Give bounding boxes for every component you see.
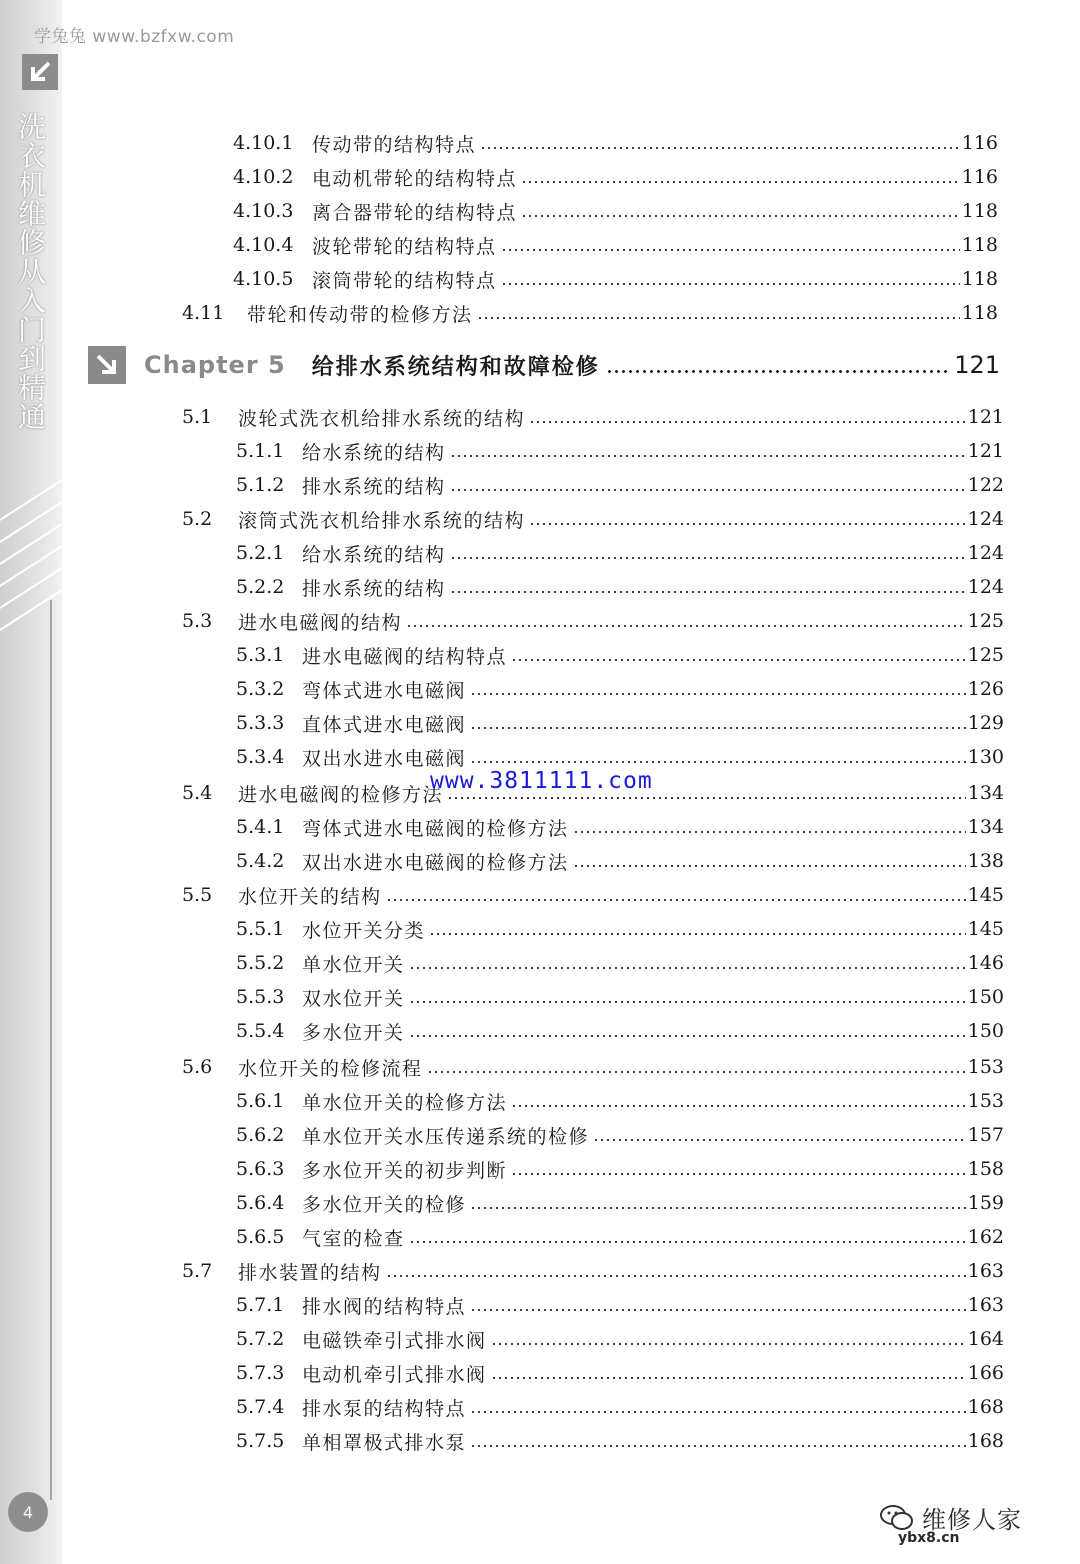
- toc-page: 121: [967, 440, 1004, 462]
- toc-number: 5.5.2: [236, 952, 285, 974]
- page-number: 4: [8, 1492, 48, 1532]
- toc-entry[interactable]: [236, 1120, 1004, 1150]
- toc-page: 118: [961, 234, 998, 256]
- watermark-site: ybx8.cn: [898, 1530, 960, 1546]
- dot-leader: [470, 1207, 966, 1209]
- toc-title: 单相罩极式排水泵: [302, 1431, 467, 1454]
- toc-page: 118: [961, 200, 998, 222]
- toc-number: 4.10.1: [233, 132, 294, 154]
- toc-page: 126: [967, 678, 1004, 700]
- toc-number: 5.7.3: [236, 1362, 285, 1384]
- dot-leader: [386, 899, 966, 901]
- toc-title: 排水系统的结构: [302, 475, 446, 498]
- toc-entry[interactable]: [233, 162, 998, 192]
- toc-title: 给水系统的结构: [302, 441, 446, 464]
- toc-page: 124: [967, 542, 1004, 564]
- toc-title: 传动带的结构特点: [312, 133, 477, 156]
- wechat-icon: [880, 1504, 914, 1532]
- toc-number: 5.3.2: [236, 678, 285, 700]
- dot-leader: [470, 761, 966, 763]
- toc-title: 直体式进水电磁阀: [302, 713, 467, 736]
- toc-title: 多水位开关的检修: [302, 1193, 467, 1216]
- toc-entry[interactable]: [236, 1324, 1004, 1354]
- toc-entry[interactable]: [182, 880, 1004, 910]
- toc-page: 168: [967, 1430, 1004, 1452]
- toc-entry[interactable]: [236, 812, 1004, 842]
- toc-title: 多水位开关的初步判断: [302, 1159, 508, 1182]
- dot-leader: [450, 557, 966, 559]
- toc-entry[interactable]: [182, 606, 1004, 636]
- toc-page: 124: [967, 508, 1004, 530]
- toc-number: 4.10.3: [233, 200, 294, 222]
- toc-entry[interactable]: [236, 1392, 1004, 1422]
- dot-leader: [450, 591, 966, 593]
- dot-leader: [501, 249, 960, 251]
- toc-title: 单水位开关水压传递系统的检修: [302, 1125, 590, 1148]
- toc-title: 电动机牵引式排水阀: [302, 1363, 487, 1386]
- dot-leader: [470, 1309, 966, 1311]
- toc-number: 4.10.2: [233, 166, 294, 188]
- toc-entry[interactable]: [236, 572, 1004, 602]
- chapter-heading[interactable]: [88, 342, 1000, 388]
- toc-title: 进水电磁阀的结构: [238, 611, 403, 634]
- toc-number: 5.7.4: [236, 1396, 285, 1418]
- toc-number: 5.2: [182, 508, 213, 530]
- dot-leader: [529, 523, 966, 525]
- toc-page: 134: [967, 782, 1004, 804]
- toc-title: 电动机带轮的结构特点: [312, 167, 518, 190]
- dot-leader: [511, 1105, 966, 1107]
- toc-title: 排水系统的结构: [302, 577, 446, 600]
- toc-title: 进水电磁阀的检修方法: [238, 783, 444, 806]
- toc-page: 118: [961, 302, 998, 324]
- toc-number: 5.5.4: [236, 1020, 285, 1042]
- toc-entry[interactable]: [236, 846, 1004, 876]
- sidebar-rule: [50, 600, 52, 1500]
- toc-title: 多水位开关: [302, 1021, 405, 1044]
- toc-title: 弯体式进水电磁阀: [302, 679, 467, 702]
- toc-entry[interactable]: [236, 708, 1004, 738]
- toc-number: 5.7.2: [236, 1328, 285, 1350]
- dot-leader: [450, 489, 966, 491]
- toc-number: 5.5.1: [236, 918, 285, 940]
- dot-leader: [447, 797, 966, 799]
- toc-title: 排水阀的结构特点: [302, 1295, 467, 1318]
- dot-leader: [386, 1275, 966, 1277]
- toc-page: 121: [967, 406, 1004, 428]
- toc-title: 滚筒带轮的结构特点: [312, 269, 497, 292]
- dot-leader: [409, 1035, 966, 1037]
- chapter-page: 121: [954, 351, 1000, 379]
- toc-number: 5.6.1: [236, 1090, 285, 1112]
- chapter-label: Chapter 5: [144, 351, 286, 379]
- toc-entry[interactable]: [182, 1256, 1004, 1286]
- dot-leader: [511, 1173, 966, 1175]
- toc-number: 5.5.3: [236, 986, 285, 1008]
- toc-entry[interactable]: [233, 196, 998, 226]
- toc-page: 164: [967, 1328, 1004, 1350]
- toc-page: 118: [961, 268, 998, 290]
- toc-page: 122: [967, 474, 1004, 496]
- toc-entry[interactable]: [182, 298, 998, 328]
- toc-number: 5.3.4: [236, 746, 285, 768]
- dot-leader: [573, 865, 966, 867]
- toc-number: 5.7.5: [236, 1430, 285, 1452]
- toc-page: 159: [967, 1192, 1004, 1214]
- dot-leader: [480, 147, 960, 149]
- sidebar: [0, 0, 62, 1564]
- toc-number: 5.6.5: [236, 1226, 285, 1248]
- toc-entry[interactable]: [236, 948, 1004, 978]
- dot-leader: [470, 693, 966, 695]
- toc-title: 排水泵的结构特点: [302, 1397, 467, 1420]
- dot-leader: [427, 1071, 966, 1073]
- hatch-decoration: [0, 480, 62, 640]
- dot-leader: [573, 831, 966, 833]
- arrow-down-left-icon: [22, 54, 58, 90]
- toc-number: 5.3: [182, 610, 213, 632]
- toc-title: 单水位开关: [302, 953, 405, 976]
- toc-page: 168: [967, 1396, 1004, 1418]
- toc-number: 5.1.1: [236, 440, 285, 462]
- watermark-text: 维修人家: [922, 1506, 1022, 1534]
- toc-entry[interactable]: [236, 1222, 1004, 1252]
- toc-number: 4.10.4: [233, 234, 294, 256]
- toc-title: 水位开关的结构: [238, 885, 382, 908]
- dot-leader: [593, 1139, 966, 1141]
- toc-entry[interactable]: [182, 504, 1004, 534]
- dot-leader: [470, 727, 966, 729]
- dot-leader: [406, 625, 966, 627]
- dot-leader: [521, 215, 960, 217]
- toc-page: 153: [967, 1056, 1004, 1078]
- toc-page: 150: [967, 986, 1004, 1008]
- toc-entry[interactable]: [182, 1052, 1004, 1082]
- toc-number: 5.6.2: [236, 1124, 285, 1146]
- toc-title: 波轮带轮的结构特点: [312, 235, 497, 258]
- toc-number: 5.4: [182, 782, 213, 804]
- toc-entry[interactable]: [236, 1290, 1004, 1320]
- toc-page: 125: [967, 644, 1004, 666]
- toc-title: 双出水进水电磁阀: [302, 747, 467, 770]
- toc-number: 4.11: [182, 302, 225, 324]
- toc-title: 水位开关分类: [302, 919, 426, 942]
- toc-number: 5.7: [182, 1260, 213, 1282]
- toc-number: 5.1: [182, 406, 213, 428]
- toc-page: 129: [967, 712, 1004, 734]
- toc-title: 电磁铁牵引式排水阀: [302, 1329, 487, 1352]
- toc-page: 125: [967, 610, 1004, 632]
- toc-entry[interactable]: [236, 1426, 1004, 1456]
- toc-number: 5.2.1: [236, 542, 285, 564]
- toc-page: 162: [967, 1226, 1004, 1248]
- toc-title: 水位开关的检修流程: [238, 1057, 423, 1080]
- toc-number: 4.10.5: [233, 268, 294, 290]
- dot-leader: [501, 283, 960, 285]
- toc-entry[interactable]: [236, 470, 1004, 500]
- toc-page: 116: [961, 166, 998, 188]
- toc-entry[interactable]: [236, 1154, 1004, 1184]
- toc-entry[interactable]: [236, 436, 1004, 466]
- toc-title: 进水电磁阀的结构特点: [302, 645, 508, 668]
- dot-leader: [529, 421, 966, 423]
- toc-number: 5.4.1: [236, 816, 285, 838]
- chapter-title: 给排水系统结构和故障检修: [311, 354, 600, 380]
- toc-page: 145: [967, 918, 1004, 940]
- dot-leader: [429, 933, 966, 935]
- dot-leader: [450, 455, 966, 457]
- toc-page: 163: [967, 1294, 1004, 1316]
- toc-title: 双水位开关: [302, 987, 405, 1010]
- toc-entry[interactable]: [236, 640, 1004, 670]
- toc-title: 气室的检查: [302, 1227, 405, 1250]
- toc-page: 145: [967, 884, 1004, 906]
- toc-page: 130: [967, 746, 1004, 768]
- dot-leader: [491, 1377, 966, 1379]
- toc-page: 138: [967, 850, 1004, 872]
- toc-title: 弯体式进水电磁阀的检修方法: [302, 817, 569, 840]
- dot-leader: [409, 1241, 966, 1243]
- toc-entry[interactable]: [236, 538, 1004, 568]
- top-watermark: 学兔兔 www.bzfxw.com: [34, 27, 235, 47]
- dot-leader: [511, 659, 966, 661]
- dot-leader: [470, 1411, 966, 1413]
- toc-title: 给水系统的结构: [302, 543, 446, 566]
- book-title: 洗衣机维修从入门到精通: [14, 112, 47, 431]
- dot-leader: [606, 370, 950, 373]
- toc-page: 153: [967, 1090, 1004, 1112]
- toc-entry[interactable]: [236, 914, 1004, 944]
- toc-title: 双出水进水电磁阀的检修方法: [302, 851, 569, 874]
- toc-title: 离合器带轮的结构特点: [312, 201, 518, 224]
- dot-leader: [491, 1343, 966, 1345]
- arrow-down-right-icon: [88, 346, 126, 384]
- toc-title: 滚筒式洗衣机给排水系统的结构: [238, 509, 526, 532]
- toc-entry[interactable]: [233, 128, 998, 158]
- toc-number: 5.5: [182, 884, 213, 906]
- toc-entry[interactable]: [236, 674, 1004, 704]
- toc-page: 163: [967, 1260, 1004, 1282]
- toc-number: 5.6.3: [236, 1158, 285, 1180]
- toc-page: 166: [967, 1362, 1004, 1384]
- toc-title: 单水位开关的检修方法: [302, 1091, 508, 1114]
- toc-entry[interactable]: [236, 1016, 1004, 1046]
- dot-leader: [409, 967, 966, 969]
- toc-entry[interactable]: [236, 1358, 1004, 1388]
- toc-entry[interactable]: [236, 1188, 1004, 1218]
- toc-title: 带轮和传动带的检修方法: [247, 303, 473, 326]
- url-watermark: www.3811111.com: [430, 768, 653, 794]
- toc-page: 146: [967, 952, 1004, 974]
- toc-title: 波轮式洗衣机给排水系统的结构: [238, 407, 526, 430]
- dot-leader: [521, 181, 960, 183]
- toc-number: 5.1.2: [236, 474, 285, 496]
- toc-page: 158: [967, 1158, 1004, 1180]
- toc-page: 150: [967, 1020, 1004, 1042]
- toc-entry[interactable]: [233, 230, 998, 260]
- toc-entry[interactable]: [182, 402, 1004, 432]
- toc-number: 5.6: [182, 1056, 213, 1078]
- toc-entry[interactable]: [236, 982, 1004, 1012]
- toc-number: 5.7.1: [236, 1294, 285, 1316]
- dot-leader: [409, 1001, 966, 1003]
- toc-title: 排水装置的结构: [238, 1261, 382, 1284]
- toc-number: 5.2.2: [236, 576, 285, 598]
- toc-number: 5.4.2: [236, 850, 285, 872]
- toc-entry[interactable]: [233, 264, 998, 294]
- toc-page: 124: [967, 576, 1004, 598]
- toc-page: 157: [967, 1124, 1004, 1146]
- toc-page: 116: [961, 132, 998, 154]
- toc-page: 134: [967, 816, 1004, 838]
- toc-number: 5.3.1: [236, 644, 285, 666]
- toc-entry[interactable]: [236, 1086, 1004, 1116]
- toc-number: 5.6.4: [236, 1192, 285, 1214]
- dot-leader: [470, 1445, 966, 1447]
- toc-number: 5.3.3: [236, 712, 285, 734]
- dot-leader: [477, 317, 960, 319]
